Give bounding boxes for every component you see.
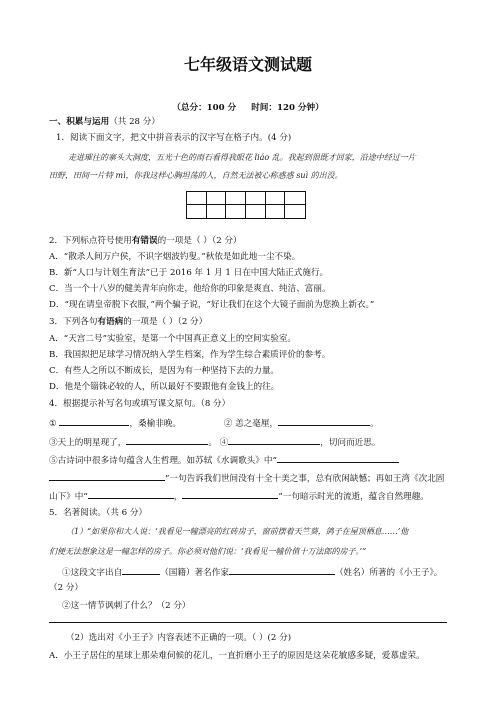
q2-option-d: D．“现在请皇帝脱下衣服，”两个骗子说，“好让我们在这个大镜子面前为您换上新衣。”: [49, 300, 375, 310]
q4-line1: [49, 416, 379, 430]
q3-stem-text: 3．下列各句: [49, 317, 98, 327]
q2-option-c: C．当一个十八岁的健美青年向你走，他给你的印象是爽直、纯洁、富丽。: [49, 284, 331, 294]
time-limit: 时间：120 分钟）: [251, 103, 324, 113]
q4-line2: [49, 435, 380, 449]
answer-grid[interactable]: [186, 191, 306, 219]
q3-option-c: C．有些人之所以不断成长，是因为有一种坚持下去的力量。: [49, 366, 280, 376]
q4-item5-text: ⑤古诗词中很多诗句蕴含人生哲理。如苏轼《水调歌头》中“: [49, 456, 277, 466]
grid-cell[interactable]: [187, 192, 207, 205]
q5-quote-line2: 们便无法想象这是一幢怎样的房子。你必须对他们说：‘我看见一幢价值十万法郎的房子。’”: [49, 547, 367, 556]
q5-sub1: [62, 565, 442, 579]
q2-stem-tail: 的一项是（ ）（2 分）: [157, 236, 242, 246]
grid-cell[interactable]: [207, 205, 227, 218]
q1-prompt: 1．阅读下面文字，把文中拼音表示的汉字写在格子内。(4 分): [56, 133, 292, 143]
q4-item1-num: ①: [49, 419, 57, 429]
fill-blank[interactable]: [182, 489, 278, 499]
grid-cell[interactable]: [285, 192, 305, 205]
fill-blank[interactable]: [49, 471, 165, 481]
q3-option-a: A．“天宫二号”实验室，是第一个中国真正意义上的空间实验室。: [49, 334, 297, 344]
q4-line5: [49, 489, 429, 503]
q3-option-b: B．我国拟把足球学习情况纳入学生档案，作为学生综合素质评价的参考。: [49, 350, 331, 360]
q4-item6-sep: ，: [173, 492, 183, 502]
q1-passage-line2: 田野，田间一片特 mì，你我这样心胸坦荡的人，自然无法被心称惑惑 suì 的出没。: [49, 171, 343, 180]
fill-blank[interactable]: [228, 435, 320, 445]
q2-stem-text: 2．下列标点符号使用: [49, 236, 132, 246]
q1-passage-line1: 走进璀往的寨头大洞度，五光十色的雨石看得我眼花 liáo 乱。我起到很既才回家，沿途中经过一片: [68, 153, 416, 162]
q3-option-d: D．他是个锱铢必较的人，所以最好不要跟他有金钱上的往。: [49, 382, 280, 392]
fill-blank[interactable]: [278, 416, 370, 426]
fill-blank[interactable]: [88, 489, 174, 499]
q2-option-b: B．新“人口与计划生育法”已于 2016 年 1 月 1 日在中国大陆正式施行。: [49, 268, 329, 278]
grid-cell[interactable]: [266, 192, 286, 205]
grid-cell[interactable]: [207, 192, 227, 205]
q2-stem: [49, 235, 242, 247]
section-title: 一、积累与运用: [49, 117, 110, 127]
grid-cell[interactable]: [226, 192, 246, 205]
exam-meta: [0, 101, 496, 113]
fill-blank[interactable]: [277, 453, 399, 463]
fill-blank[interactable]: [126, 435, 208, 445]
q2-option-a: A．“散杀人间万户侯，不识字烟波钓叟。”秋依是如此地一尘不染。: [49, 252, 301, 262]
q4-item6-text: 山下》中“: [49, 492, 88, 502]
q5-sub1-text: ①这段文字出自: [62, 568, 123, 578]
q4-item4-text: ，切问而近思。: [320, 438, 381, 448]
grid-cell[interactable]: [266, 205, 286, 218]
grid-cell[interactable]: [285, 205, 305, 218]
q5-sub2: ②这一情节讽刺了什么？（2 分）: [62, 601, 191, 611]
q4-item4-num: 。 ④: [208, 438, 229, 448]
q4-item2-end: 。: [370, 419, 379, 429]
fill-blank[interactable]: [229, 565, 335, 575]
fill-blank[interactable]: [122, 565, 160, 575]
fill-blank[interactable]: [59, 416, 129, 426]
q5-quote-line1: （1）“如果你和大人说：‘我看见一幢漂亮的红砖房子，窗前摆着天竺葵，鸽子在屋顶栖息……’他: [66, 527, 409, 536]
grid-cell[interactable]: [226, 205, 246, 218]
q5-stem: 5．名著阅读。（共 6 分）: [49, 508, 148, 518]
total-score: （总分：100 分: [172, 103, 237, 113]
grid-cell[interactable]: [246, 192, 266, 205]
section-score: （共 28 分）: [109, 117, 160, 127]
q5-sub1-score: （2 分）: [49, 583, 83, 593]
q2-stem-emphasis: 有错误: [131, 236, 158, 246]
q3-stem: [49, 316, 207, 328]
q4-item3-text: ③天上的明星现了，: [49, 438, 127, 448]
q5-sub1-tail: （姓名）所著的《小王子》。: [334, 568, 443, 578]
q4-item5-cont: ”一句告诉我们世间没有十全十美之事，总有欣闲缺憾；再如王湾《次北固: [165, 474, 445, 484]
q4-line3: [49, 453, 399, 467]
q4-item6-tail: ”一句暗示时光的流逝，蕴含自然理趣。: [278, 492, 429, 502]
q4-item2-text: ② 恙之毫厘，: [223, 419, 279, 429]
q5-option-a: A．小王子居住的星球上那朵难伺候的花儿，一直折磨小王子的原因是这朵花敏感多疑，爱慕虚荣。: [49, 651, 425, 661]
section-heading: [49, 116, 160, 128]
answer-line[interactable]: [49, 622, 447, 623]
page-title: 七年级语文测试题: [183, 55, 312, 74]
q4-line4: [49, 471, 444, 485]
q4-item1-text: ，桑榆非晚。: [129, 419, 182, 429]
q5-sub1-nationality: （国籍）著名作家: [160, 568, 229, 578]
q4-stem: 4．根据提示补写名句或填写课文原句。（8 分）: [49, 399, 231, 409]
grid-cell[interactable]: [246, 205, 266, 218]
q3-stem-tail: 的一项是（ ）（2 分）: [123, 317, 208, 327]
q5-sub3: （2）选出对《小王子》内容表述不正确的一项。（ ）(2 分): [66, 633, 292, 643]
q3-stem-emphasis: 有语病: [97, 317, 124, 327]
grid-cell[interactable]: [187, 205, 207, 218]
